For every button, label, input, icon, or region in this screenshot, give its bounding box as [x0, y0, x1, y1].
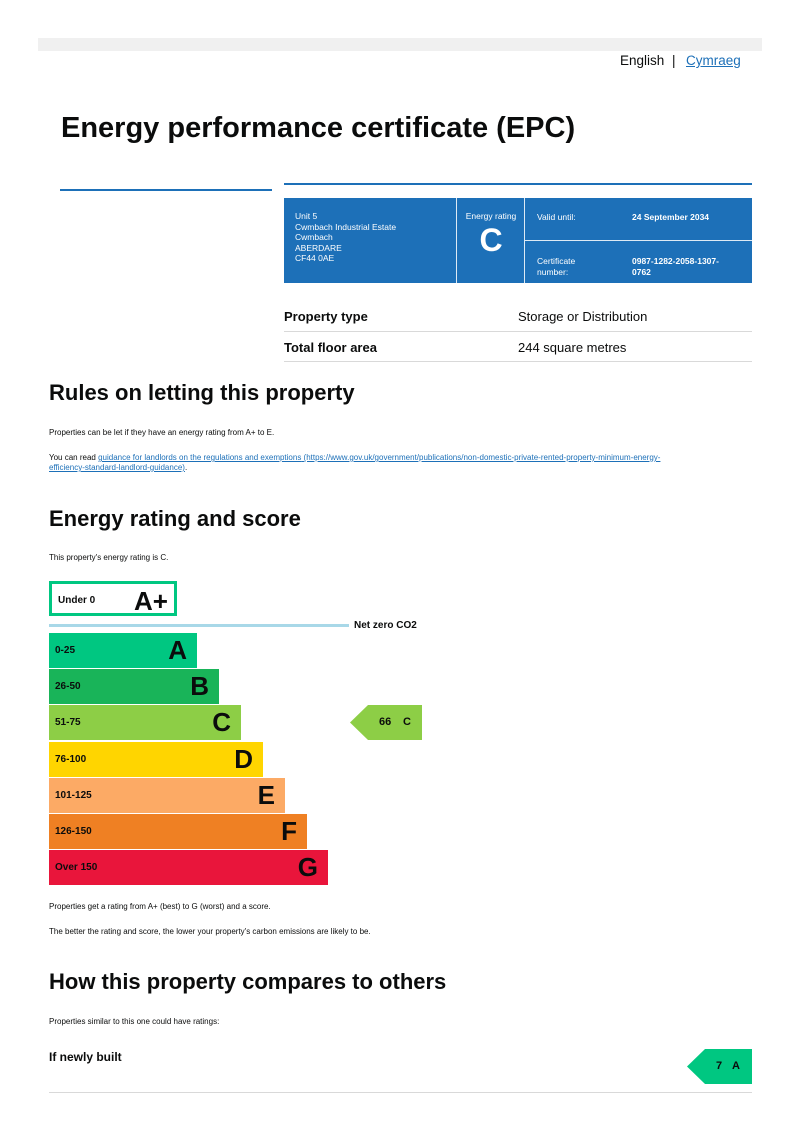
- band-range: Under 0: [58, 595, 96, 606]
- band-letter: A+: [134, 586, 168, 616]
- band-range: 76-100: [55, 753, 87, 765]
- address-line: Cwmbach: [295, 232, 333, 242]
- box-divider: [456, 198, 457, 283]
- page-title: Energy performance certificate (EPC): [61, 112, 576, 144]
- bottom-divider: [49, 1092, 752, 1093]
- band-a: [49, 633, 197, 668]
- language-english: English: [620, 53, 665, 68]
- floor-area-value: 244 square metres: [518, 340, 627, 355]
- net-zero-line: [49, 624, 349, 627]
- current-rating-score: 66: [379, 716, 392, 728]
- guidance-paragraph: [49, 453, 749, 473]
- rating-note-2: The better the rating and score, the lower your property's carbon emissions are likely to be.: [49, 927, 371, 936]
- band-letter: C: [212, 707, 231, 738]
- band-b: [49, 669, 219, 704]
- current-rating-marker: [350, 705, 422, 740]
- band-range: 0-25: [55, 645, 76, 656]
- band-range: 101-125: [55, 789, 92, 801]
- newly-built-letter: A: [732, 1060, 740, 1072]
- letting-heading: Rules on letting this property: [49, 380, 355, 405]
- property-type-value: Storage or Distribution: [518, 309, 648, 324]
- language-welsh-link[interactable]: Cymraeg: [686, 53, 741, 68]
- band-letter: D: [234, 743, 253, 774]
- certificate-number-line: 0987-1282-2058-1307-: [632, 256, 719, 266]
- compare-intro: Properties similar to this one could have ratings:: [49, 1017, 220, 1026]
- band-aplus: [49, 581, 177, 616]
- language-separator: |: [672, 53, 676, 68]
- guidance-url-line: efficiency-standard-landlord-guidance): [49, 463, 185, 472]
- newly-built-label: If newly built: [49, 1050, 122, 1064]
- band-e: [49, 778, 285, 813]
- top-bar: [38, 38, 762, 51]
- band-letter: A: [168, 635, 187, 665]
- left-divider: [60, 189, 272, 191]
- newly-built-marker: [687, 1049, 752, 1084]
- energy-rating-label: Energy rating: [465, 211, 517, 221]
- current-rating-letter: C: [403, 716, 411, 728]
- band-letter: F: [281, 816, 297, 846]
- band-range: 51-75: [55, 717, 81, 729]
- valid-until-label: Valid until:: [537, 212, 576, 222]
- row-divider: [284, 331, 752, 332]
- right-divider: [284, 183, 752, 185]
- certificate-number-label: [537, 256, 575, 278]
- box-divider: [525, 240, 752, 241]
- newly-built-score: 7: [716, 1060, 723, 1072]
- band-g: [49, 850, 328, 885]
- address-line: Unit 5: [295, 211, 318, 221]
- letting-paragraph: Properties can be let if they have an energy rating from A+ to E.: [49, 428, 275, 437]
- row-divider: [284, 361, 752, 362]
- band-range: Over 150: [55, 862, 98, 874]
- rating-note-1: Properties get a rating from A+ (best) to G (worst) and a score.: [49, 902, 271, 911]
- floor-area-label: Total floor area: [284, 340, 377, 355]
- guidance-suffix: .: [184, 463, 188, 472]
- band-letter: E: [257, 779, 275, 810]
- address-line: Cwmbach Industrial Estate: [295, 221, 397, 232]
- guidance-prefix: You can read: [49, 453, 99, 462]
- property-type-label: Property type: [284, 309, 368, 324]
- guidance-url-line: (https://www.gov.uk/government/publications/non-domestic-private-rented-property-minimum-energy-: [301, 453, 661, 462]
- energy-rating-letter: C: [479, 222, 503, 258]
- address-line: ABERDARE: [295, 242, 342, 253]
- valid-until-value: 24 September 2034: [632, 212, 710, 222]
- rating-intro: This property's energy rating is C.: [49, 553, 169, 562]
- band-d: [49, 742, 263, 777]
- band-letter: G: [297, 852, 318, 883]
- band-letter: B: [190, 671, 209, 702]
- band-range: 126-150: [55, 826, 92, 837]
- net-zero-label: Net zero CO2: [354, 620, 417, 631]
- property-address: [295, 211, 396, 264]
- address-line: CF44 0AE: [295, 253, 335, 263]
- band-c: [49, 705, 241, 740]
- band-f: [49, 814, 307, 849]
- certificate-number-label-line: number:: [537, 267, 569, 277]
- rating-heading: Energy rating and score: [49, 506, 301, 531]
- certificate-number-label-line: Certificate: [537, 256, 576, 266]
- guidance-link[interactable]: guidance for landlords on the regulations and exemptions: [98, 453, 302, 462]
- certificate-number-line: 0762: [632, 267, 651, 277]
- band-range: 26-50: [55, 681, 81, 693]
- certificate-number-value: [632, 256, 719, 278]
- compare-heading: How this property compares to others: [49, 969, 447, 994]
